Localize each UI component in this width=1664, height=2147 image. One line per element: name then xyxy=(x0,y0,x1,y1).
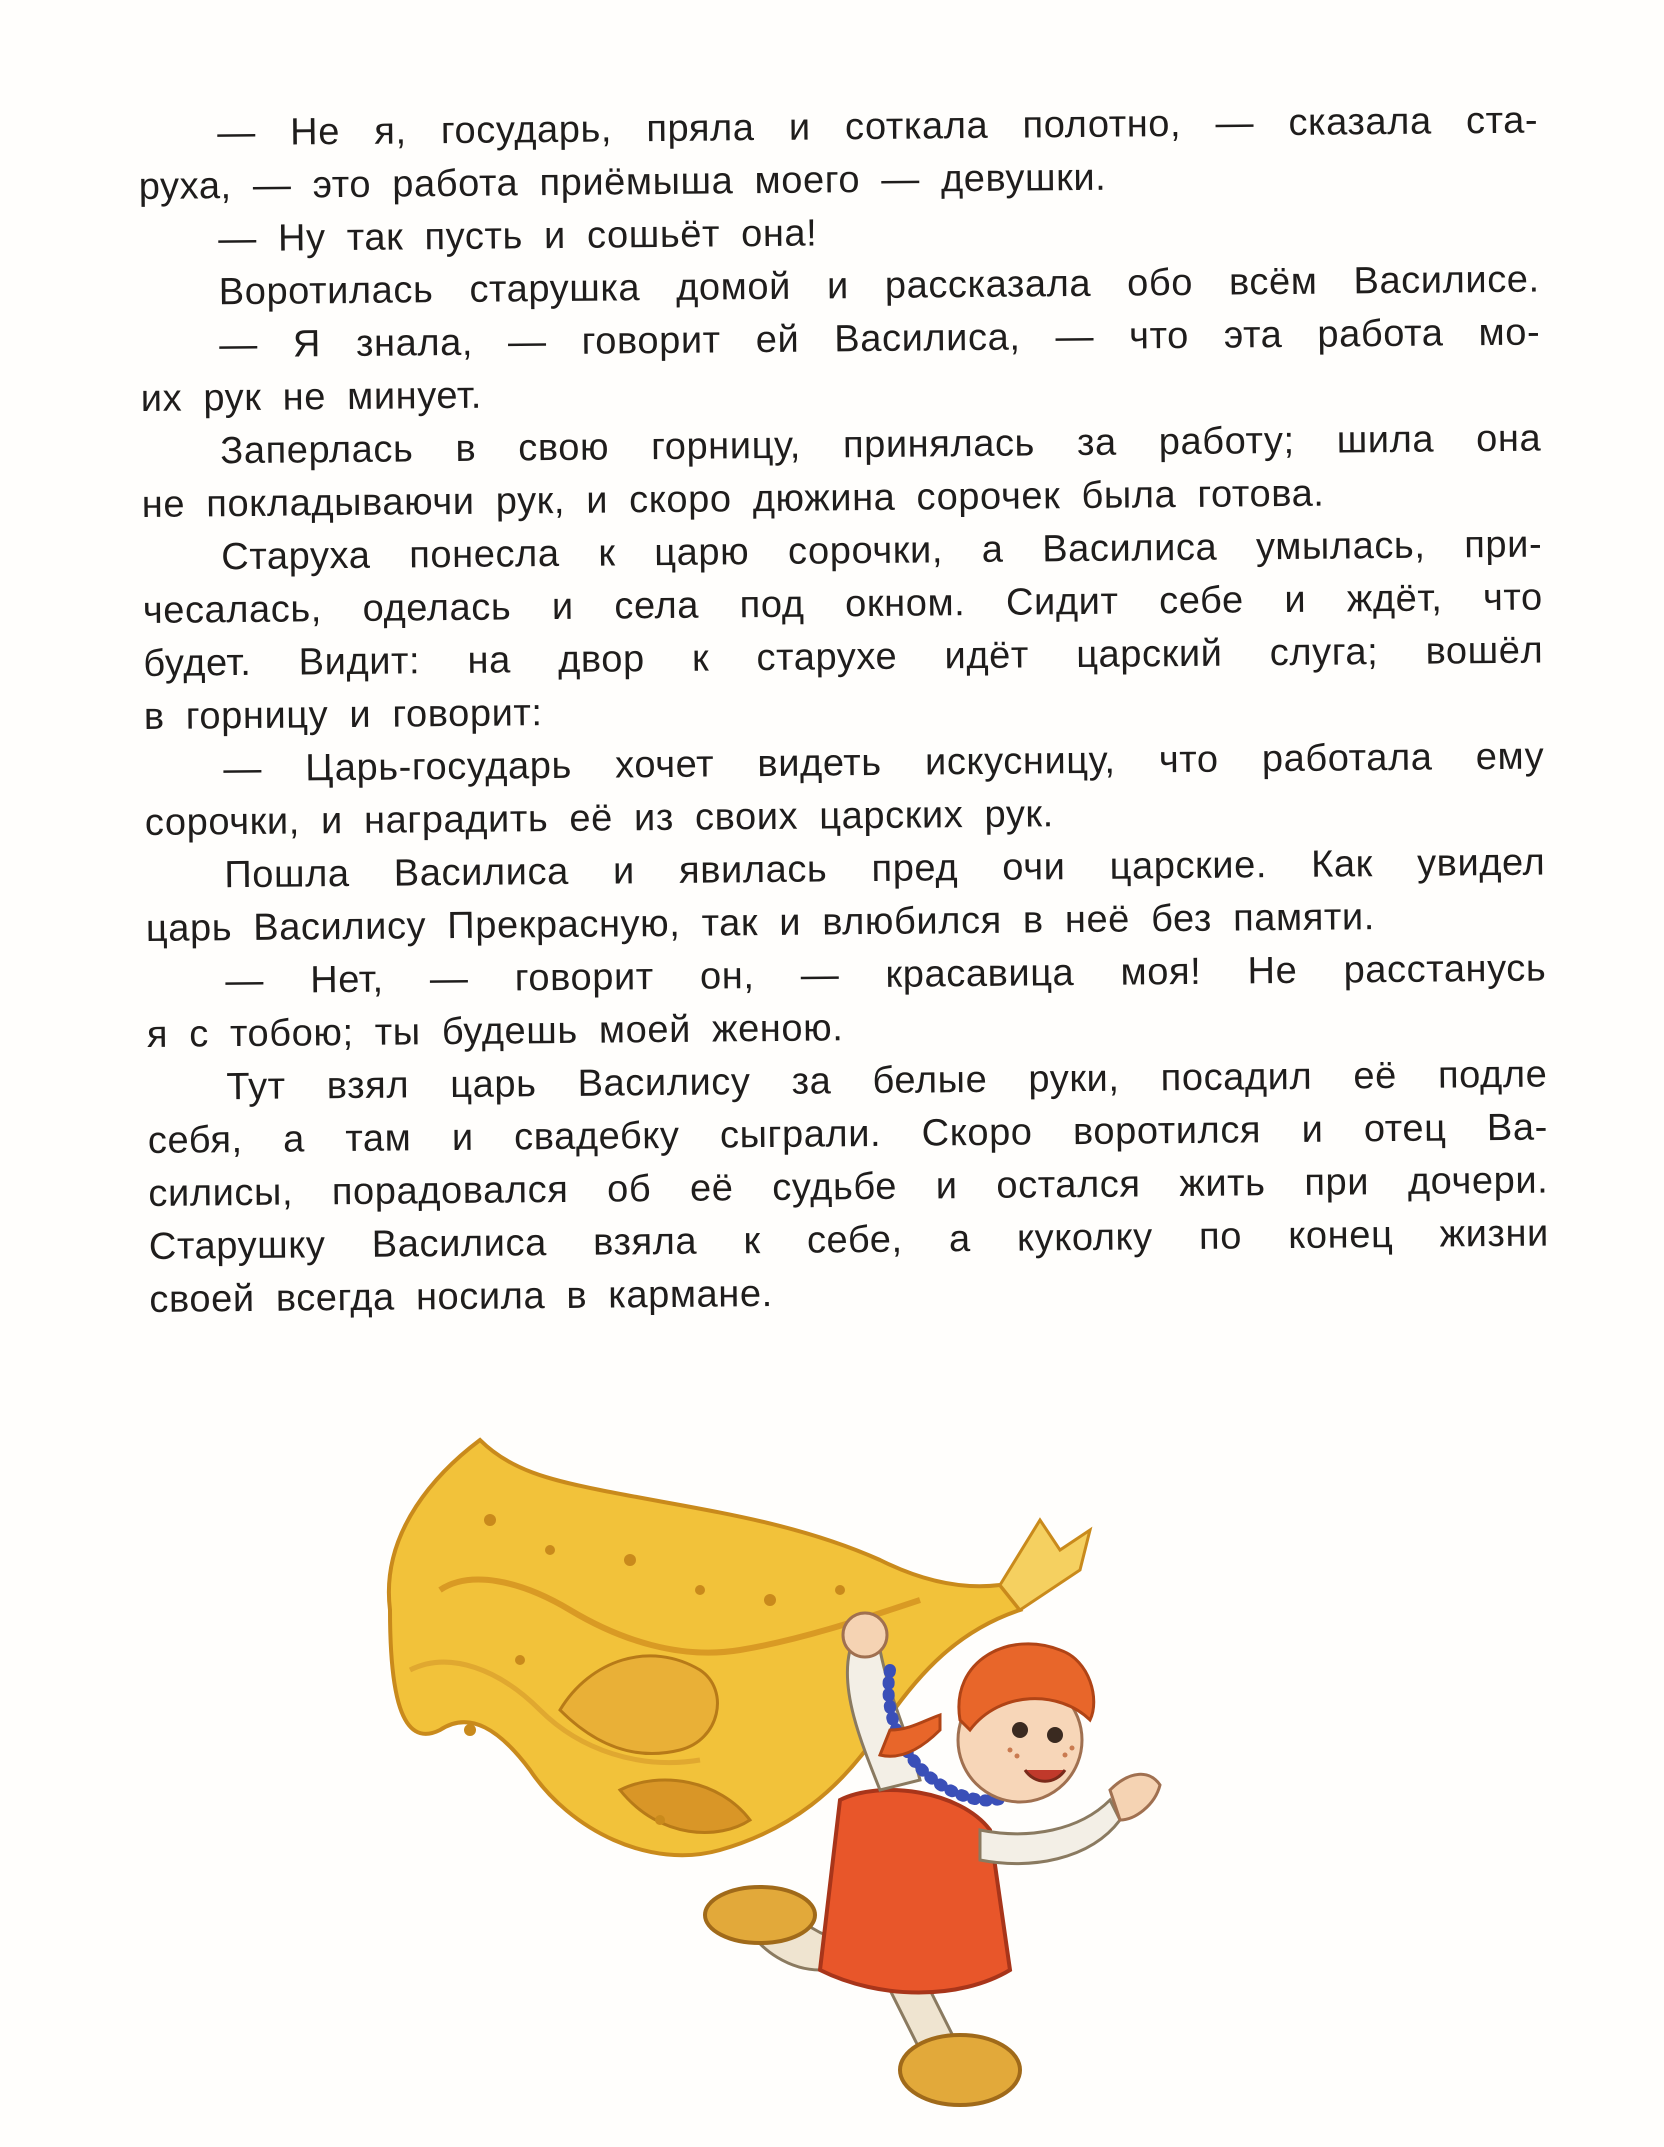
text-line: я с тобою; ты будешь моей женою. xyxy=(146,1007,844,1056)
story-text xyxy=(138,95,1550,1327)
text-line: сорочки, и наградить её из своих царских рук. xyxy=(144,793,1055,844)
text-line: не покладываючи рук, и скоро дюжина сорочек была готова. xyxy=(141,472,1325,526)
text-line: себя, а там и свадебку сыграли. Скоро воротился и отец Ва- xyxy=(147,1106,1549,1162)
text-line: — Ну так пусть и сошьёт она! xyxy=(218,212,818,261)
text-line: чесалась, оделась и села под окном. Сидит себе и ждёт, что xyxy=(142,576,1543,632)
text-line: силисы, порадовался об её судьбе и остался жить при дочери. xyxy=(148,1159,1549,1215)
text-line: Пошла Василиса и явилась пред очи царские. Как увидел xyxy=(224,841,1546,897)
text-line: Старуха понесла к царю сорочки, а Василиса умылась, при- xyxy=(221,523,1543,579)
text-line: будет. Видит: на двор к старухе идёт царский слуга; вошёл xyxy=(143,629,1544,685)
text-line: своей всегда носила в кармане. xyxy=(149,1272,773,1321)
text-line: руха, — это работа приёмыша моего — девушки. xyxy=(138,156,1107,208)
text-line: — Не я, государь, пряла и соткала полотно, — сказала ста- xyxy=(217,99,1539,155)
text-line: Тут взял царь Василису за белые руки, посадил её подле xyxy=(226,1053,1548,1109)
text-line: Старушку Василиса взяла к себе, а куколку по конец жизни xyxy=(148,1212,1550,1268)
text-line: Воротилась старушка домой и рассказала обо всём Василисе. xyxy=(218,258,1540,314)
text-line: в горницу и говорит: xyxy=(143,692,543,738)
text-line: — Я знала, — говорит ей Василиса, — что эта работа мо- xyxy=(219,311,1541,367)
text-line: царь Василису Прекрасную, так и влюбился в неё без памяти. xyxy=(145,896,1376,950)
text-line: Заперлась в свою горницу, принялась за работу; шила она xyxy=(220,417,1542,473)
text-line: их рук не минует. xyxy=(140,374,483,420)
illustration-girl-with-cloth xyxy=(320,1410,1420,2130)
text-line: — Нет, — говорит он, — красавица моя! Не расстанусь xyxy=(225,947,1547,1003)
text-line: — Царь-государь хочет видеть искусницу, что работала ему xyxy=(223,735,1545,791)
golden-cloth xyxy=(389,1440,1090,1855)
